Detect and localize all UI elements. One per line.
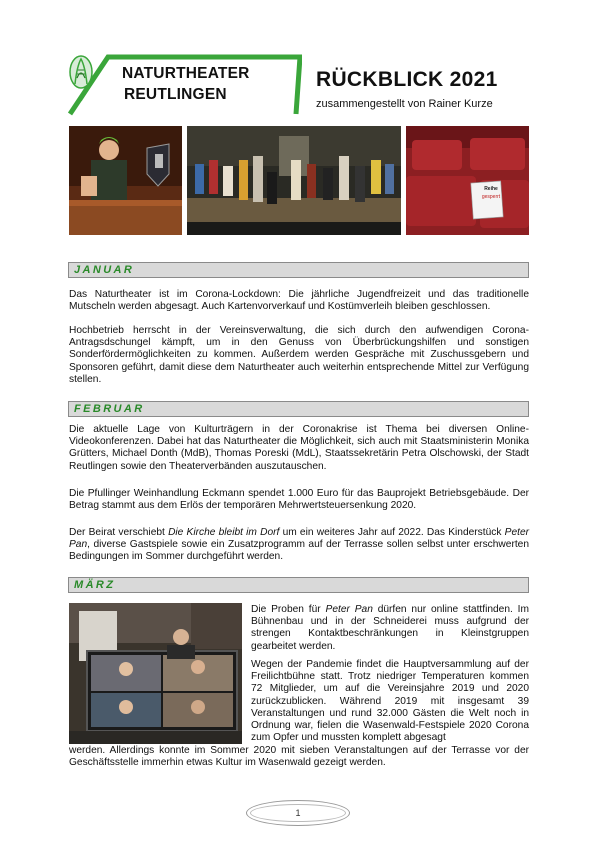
januar-paragraph-2: Hochbetrieb herrscht in der Vereinsverwaltung, die sich durch den aufwendigen Corona-Antragsdschungel kämpft, um in den Genuss von Überbrückungshilfen und sonstigen Sonderfördermöglichkeiten zu kommen. Außerdem werden Gespräche mit Zuschussgebern und Sponsoren geführt, damit diese dem Naturtheater auch weiterhin entsprechende Mittel zur Verfügung stellen. bbox=[69, 325, 529, 385]
section-heading-februar-text: FEBRUAR bbox=[74, 403, 145, 415]
photo-blocked-seats bbox=[406, 126, 529, 235]
section-heading-januar-text: JANUAR bbox=[74, 264, 135, 276]
februar-p3-title-2: Peter Pan bbox=[69, 527, 530, 551]
maerz-paragraph-2: Wegen der Pandemie findet die Hauptversammlung auf der Freilichtbühne statt. Trotz niedriger Temperaturen kommen 72 Mitglieder, um auf die Vereinsjahre 2019 und 2020 zurückzublicken. Während 2019 mit insgesamt 39 Veranstaltungen und rund 32.000 Gästen die Welt noch in Ordnung war, fielen die Wasenwald-Festspiele 2020 Corona zum Opfer und mussten komplett abgesagt bbox=[251, 659, 529, 744]
februar-p3-title-1: Die Kirche bleibt im Dorf bbox=[168, 527, 280, 538]
photo-actor-pulpit bbox=[69, 126, 182, 235]
februar-p3-text-b: um ein weiteres Jahr auf 2022. Das Kinderstück bbox=[279, 527, 505, 538]
maerz-p1-text-a: Die Proben für bbox=[251, 604, 326, 615]
logo-frame bbox=[68, 54, 302, 116]
maerz-p1-title: Peter Pan bbox=[325, 604, 373, 615]
maerz-p1-text-b: dürfen nur online stattfinden. Im Bühnenbau und in der Schneiderei muss aufgrund der strengen Kontaktbeschränkungen in Kleinstgruppen gearbeitet werden. bbox=[251, 604, 529, 652]
section-heading-maerz bbox=[68, 577, 529, 593]
februar-paragraph-3 bbox=[69, 527, 529, 564]
section-heading-januar bbox=[68, 262, 529, 278]
section-heading-maerz-text: MÄRZ bbox=[74, 579, 116, 591]
februar-p3-text-a: Der Beirat verschiebt bbox=[69, 527, 169, 538]
maerz-paragraph-1 bbox=[251, 604, 529, 653]
photo-sign-line1: Reihe bbox=[484, 186, 498, 192]
februar-paragraph-2: Die Pfullinger Weinhandlung Eckmann spendet 1.000 Euro für das Bauprojekt Betriebsgebäude. Der Betrag stammt aus dem Erlös der temporären Mehrwertsteuersenkung 2020. bbox=[69, 488, 529, 512]
page-number: 1 bbox=[295, 808, 301, 818]
section-heading-februar bbox=[68, 401, 529, 417]
maerz-paragraph-2-continued: werden. Allerdings konnte im Sommer 2020 mit sieben Veranstaltungen auf der Terrasse vor der Geschäftsstelle immerhin etwas Kultur im Wasenwald gezeigt werden. bbox=[69, 745, 529, 769]
page-subtitle: zusammengestellt von Rainer Kurze bbox=[316, 98, 493, 110]
photo-sign-line2: gesperrt bbox=[481, 194, 501, 200]
logo-text-line2: REUTLINGEN bbox=[124, 86, 227, 103]
februar-p3-text-c: , diverse Gastspiele sowie ein Zusatzprogramm auf der Terrasse sollen selbst unter erschwerten Bedingungen im Sommer durchgeführt werden. bbox=[69, 539, 529, 563]
logo-emblem-icon bbox=[68, 54, 94, 90]
logo-text-line1: NATURTHEATER bbox=[122, 65, 250, 82]
januar-paragraph-1: Das Naturtheater ist im Corona-Lockdown: Die jährliche Jugendfreizeit und das traditionelle Mutscheln werden abgesagt. Auch Kartenvorverkauf und Kostümverleih bleiben geschlossen. bbox=[69, 289, 529, 313]
photo-stage-ensemble bbox=[187, 126, 401, 235]
februar-paragraph-1: Die aktuelle Lage von Kulturträgern in der Coronakrise ist Thema bei diversen Online-Videokonferenzen. Dabei hat das Naturtheater die Möglichkeit, sich auch mit Staatsministerin Monika Grütters, Michael Donth (MdB), Thomas Poreski (MdL), Staatssekretärin Petra Olschowski, der Stadt Reutlingen sowie den Theaterverbänden auszutauschen. bbox=[69, 424, 529, 472]
page-title: RÜCKBLICK 2021 bbox=[316, 68, 498, 91]
naturtheater-logo bbox=[68, 54, 302, 116]
page-number-badge bbox=[246, 800, 350, 826]
photo-online-rehearsal bbox=[69, 603, 242, 744]
